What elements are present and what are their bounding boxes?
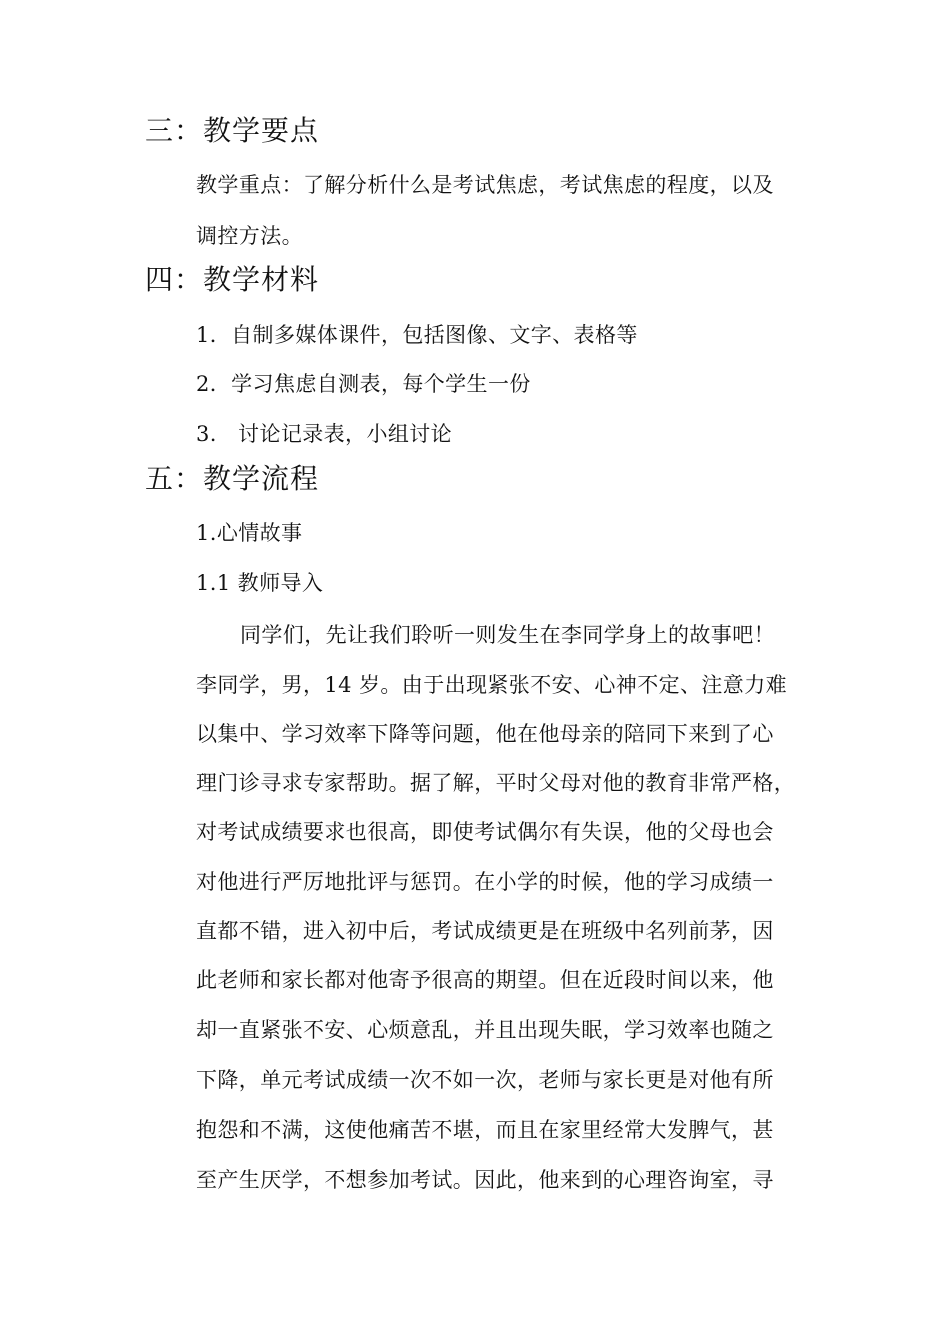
story-line-9: 却一直紧张不安、心烦意乱，并且出现失眠，学习效率也随之	[196, 1018, 774, 1042]
story-line-7: 直都不错，进入初中后，考试成绩更是在班级中名列前茅，因	[196, 919, 774, 943]
story-line-5: 对考试成绩要求也很高，即使考试偶尔有失误，他的父母也会	[196, 820, 774, 844]
materials-item-2: 2．学习焦虑自测表，每个学生一份	[196, 372, 531, 396]
story-line-11: 抱怨和不满，这使他痛苦不堪，而且在家里经常大发脾气，甚	[196, 1118, 774, 1142]
story-line-8: 此老师和家长都对他寄予很高的期望。但在近段时间以来，他	[196, 968, 774, 992]
story-line-10: 下降，单元考试成绩一次不如一次，老师与家长更是对他有所	[196, 1068, 774, 1092]
subheading-mood-story: 1.心情故事	[196, 521, 303, 545]
section-3-heading: 三：教学要点	[145, 114, 320, 147]
story-line-12: 至产生厌学，不想参加考试。因此，他来到的心理咨询室，寻	[196, 1168, 774, 1192]
section-4-heading: 四：教学材料	[145, 263, 320, 296]
story-line-6: 对他进行严厉地批评与惩罚。在小学的时候，他的学习成绩一	[196, 870, 774, 894]
section-5-heading: 五：教学流程	[145, 462, 320, 495]
teaching-focus-line-1: 教学重点：了解分析什么是考试焦虑，考试焦虑的程度，以及	[196, 173, 774, 197]
story-line-1: 同学们，先让我们聆听一则发生在李同学身上的故事吧！	[240, 623, 775, 647]
teaching-focus-line-2: 调控方法。	[196, 224, 303, 248]
story-line-3: 以集中、学习效率下降等问题，他在他母亲的陪同下来到了心	[196, 722, 774, 746]
materials-item-3: 3. 讨论记录表，小组讨论	[196, 422, 453, 446]
subheading-teacher-intro: 1.1 教师导入	[196, 571, 324, 595]
story-line-2: 李同学，男，14 岁。由于出现紧张不安、心神不定、注意力难	[196, 673, 787, 697]
materials-item-1: 1．自制多媒体课件，包括图像、文字、表格等	[196, 323, 638, 347]
story-line-4: 理门诊寻求专家帮助。据了解，平时父母对他的教育非常严格，	[196, 771, 796, 795]
